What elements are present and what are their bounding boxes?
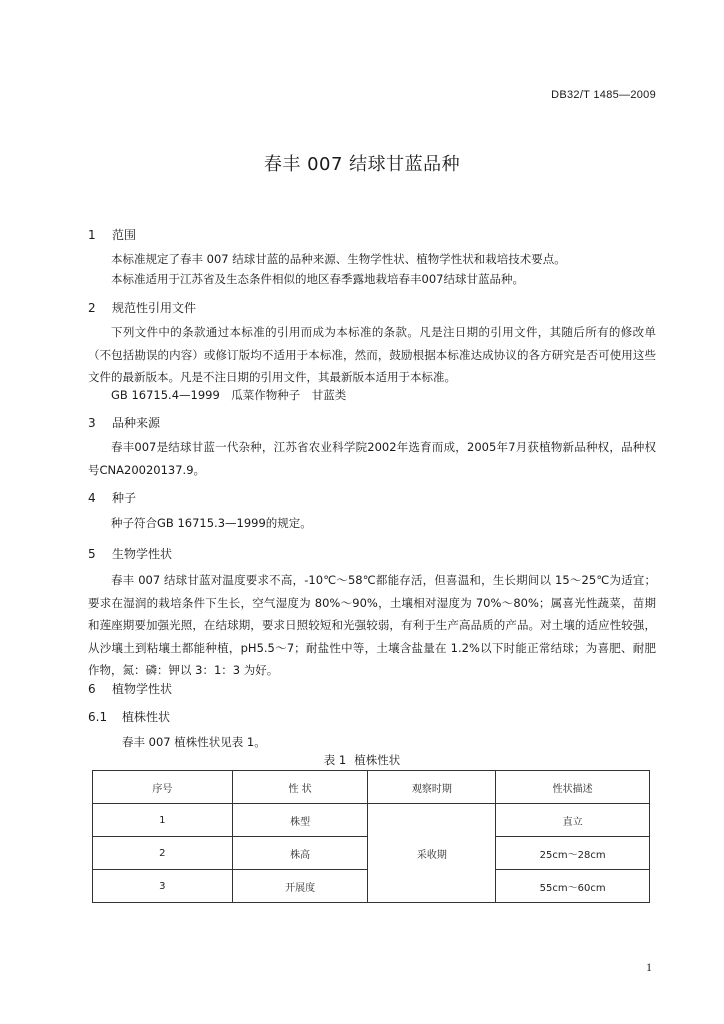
table-header-cell: 观察时期: [368, 771, 496, 804]
section-title: 植物学性状: [112, 682, 173, 696]
table-cell: 1: [93, 804, 233, 837]
section-heading-2: [88, 299, 196, 316]
table-header-cell: 性 状: [232, 771, 368, 804]
table-row: [93, 804, 650, 837]
section-heading-4: [88, 489, 136, 506]
paragraph: 春丰007是结球甘蓝一代杂种，江苏省农业科学院2002年选育而成，2005年7月获植物新品种权，品种权号CNA20020137.9。: [88, 440, 656, 477]
paragraph: 下列文件中的条款通过本标准的引用而成为本标准的条款。凡是注日期的引用文件，其随后所有的修改单（不包括勘误的内容）或修订版均不适用于本标准，然而，鼓励根据本标准达成协议的各方研究是否可使用这些文件的最新版本。凡是不注日期的引用文件，其最新版本适用于本标准。: [88, 325, 656, 384]
document-title: 春丰 007 结球甘蓝品种: [263, 154, 461, 175]
section-title: 植株性状: [122, 710, 171, 724]
table-caption-label: 表 1: [323, 753, 347, 767]
normative-reference: GB 16715.4—1999 瓜菜作物种子 甘蓝类: [111, 388, 347, 402]
paragraph: 春丰 007 植株性状见表 1。: [122, 735, 266, 749]
table-cell: 直立: [496, 804, 650, 837]
section-heading-1: [88, 226, 136, 243]
table-cell: 55cm～60cm: [496, 870, 650, 903]
table-cell: 2: [93, 837, 233, 870]
paragraph: 本标准规定了春丰 007 结球甘蓝的品种来源、生物学性状、植物学性状和栽培技术要点。: [111, 252, 566, 266]
table-cell: 25cm～28cm: [496, 837, 650, 870]
section-title: 范围: [112, 228, 137, 242]
page-number: 1: [646, 960, 652, 974]
plant-traits-table: [92, 770, 650, 903]
paragraph: 春丰 007 结球甘蓝对温度要求不高，-10℃～58℃都能存活，但喜温和，生长期间以 15～25℃为适宜；要求在湿润的栽培条件下生长，空气湿度为 80%～90%，土壤相对湿度为 70%～80%；属喜光性蔬菜，苗期和莲座期要加强光照，在结球期，要求日照较短和光强较弱，有利于生产高品质的产品。对土壤的适应性较强，从沙壤土到粘壤土都能种植，pH5.5～7；耐盐性中等，土壤含盐量在 1.2%以下时能正常结球；为喜肥、耐肥作物，氮：磷：钾以 3：1：3 为好。: [88, 573, 656, 677]
section-title: 生物学性状: [112, 547, 173, 561]
paragraph: 本标准适用于江苏省及生态条件相似的地区春季露地栽培春丰007结球甘蓝品种。: [111, 272, 524, 286]
section-number: 4: [88, 491, 96, 505]
section-number: 3: [88, 416, 96, 430]
table-header-cell: 性状描述: [496, 771, 650, 804]
table-cell: 3: [93, 870, 233, 903]
table-cell: 株型: [232, 804, 368, 837]
table-cell: 开展度: [232, 870, 368, 903]
table-caption: [0, 752, 724, 768]
section-number: 6: [88, 682, 96, 696]
paragraph: 种子符合GB 16715.3—1999的规定。: [111, 516, 312, 530]
section-heading-5: [88, 545, 172, 562]
table-cell-period: 采收期: [368, 804, 496, 903]
section-title: 品种来源: [112, 416, 161, 430]
section-number: 6.1: [88, 710, 108, 724]
table-caption-title: 植株性状: [354, 753, 401, 767]
section-number: 1: [88, 228, 96, 242]
section-title: 种子: [112, 491, 137, 505]
table-header-row: [93, 771, 650, 804]
section-heading-6: [88, 680, 172, 697]
section-heading-3: [88, 414, 160, 431]
document-id: DB32/T 1485—2009: [551, 89, 656, 101]
section-title: 规范性引用文件: [112, 301, 197, 315]
subsection-heading-6-1: [88, 708, 170, 725]
table-cell: 株高: [232, 837, 368, 870]
table-header-cell: 序号: [93, 771, 233, 804]
section-number: 5: [88, 547, 96, 561]
section-number: 2: [88, 301, 96, 315]
